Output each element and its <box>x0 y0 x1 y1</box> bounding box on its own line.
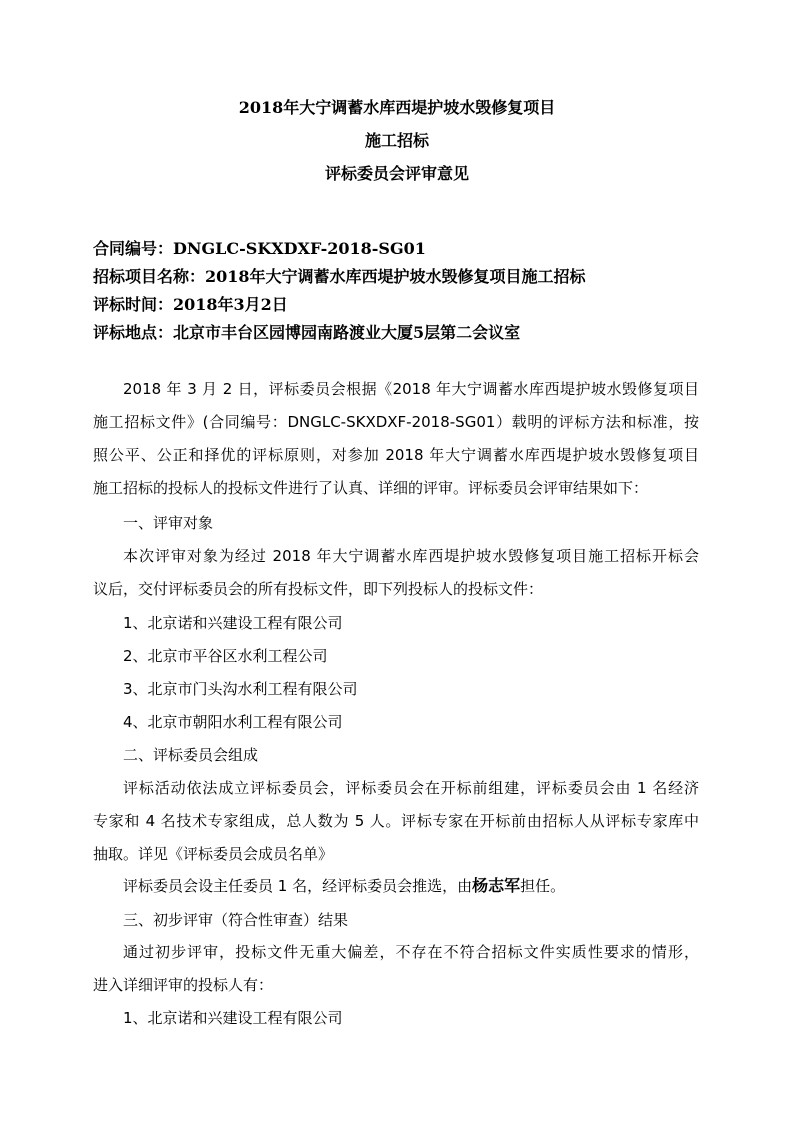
intro-paragraph-line-2: 施工招标文件》(合同编号：DNGLC-SKXDXF-2018-SG01）载明的评标方法和标准，按 <box>93 413 699 431</box>
bidder-list-item: 2、北京市平谷区水利工程公司 <box>123 647 328 665</box>
intro-paragraph-line-3: 照公平、公正和择优的评标原则，对参加 2018 年大宁调蓄水库西堤护坡水毁修复项目 <box>93 446 699 464</box>
section-2-heading: 二、评标委员会组成 <box>123 746 259 764</box>
section-1-paragraph-line-1: 本次评审对象为经过 2018 年大宁调蓄水库西堤护坡水毁修复项目施工招标开标会 <box>123 547 699 565</box>
intro-paragraph-line-1: 2018 年 3 月 2 日，评标委员会根据《2018 年大宁调蓄水库西堤护坡水毁修复项目 <box>123 380 699 398</box>
bidder-list-item: 1、北京诺和兴建设工程有限公司 <box>123 614 343 632</box>
qualified-bidder-list-item: 1、北京诺和兴建设工程有限公司 <box>123 1009 343 1027</box>
contract-number: 合同编号：DNGLC-SKXDXF-2018-SG01 <box>93 239 426 258</box>
section-3-paragraph-line-1: 通过初步评审，投标文件无重大偏差，不存在不符合招标文件实质性要求的情形， <box>123 943 699 961</box>
section-3-heading: 三、初步评审（符合性审查）结果 <box>123 911 349 929</box>
document-title-line-3: 评标委员会评审意见 <box>324 164 469 183</box>
section-2-paragraph-line-1: 评标活动依法成立评标委员会，评标委员会在开标前组建，评标委员会由 1 名经济 <box>123 779 699 797</box>
chairman-statement-suffix: 担任。 <box>520 877 566 895</box>
document-title-line-1: 2018年大宁调蓄水库西堤护坡水毁修复项目 <box>238 98 556 117</box>
chairman-statement <box>123 875 565 897</box>
section-2-paragraph-line-3: 抽取。详见《评标委员会成员名单》 <box>93 845 334 863</box>
section-3-paragraph-line-2: 进入详细评审的投标人有： <box>93 976 274 994</box>
review-time: 评标时间：2018年3月2日 <box>93 295 288 314</box>
section-2-paragraph-line-2: 专家和 4 名技术专家组成，总人数为 5 人。评标专家在开标前由招标人从评标专家库中 <box>93 812 699 830</box>
section-1-heading: 一、评审对象 <box>123 514 214 532</box>
chairman-statement-prefix: 评标委员会设主任委员 1 名，经评标委员会推选，由 <box>123 877 473 895</box>
intro-paragraph-line-4: 施工招标的投标人的投标文件进行了认真、详细的评审。评标委员会评审结果如下： <box>93 479 649 497</box>
section-1-paragraph-line-2: 议后，交付评标委员会的所有投标文件，即下列投标人的投标文件： <box>93 580 544 598</box>
chairman-name: 杨志军 <box>472 876 521 895</box>
project-name: 招标项目名称：2018年大宁调蓄水库西堤护坡水毁修复项目施工招标 <box>93 267 586 286</box>
bidder-list-item: 3、北京市门头沟水利工程有限公司 <box>123 680 358 698</box>
document-title-line-2: 施工招标 <box>364 131 429 150</box>
bidder-list-item: 4、北京市朝阳水利工程有限公司 <box>123 713 343 731</box>
review-location: 评标地点：北京市丰台区园博园南路渡业大厦5层第二会议室 <box>93 323 521 342</box>
